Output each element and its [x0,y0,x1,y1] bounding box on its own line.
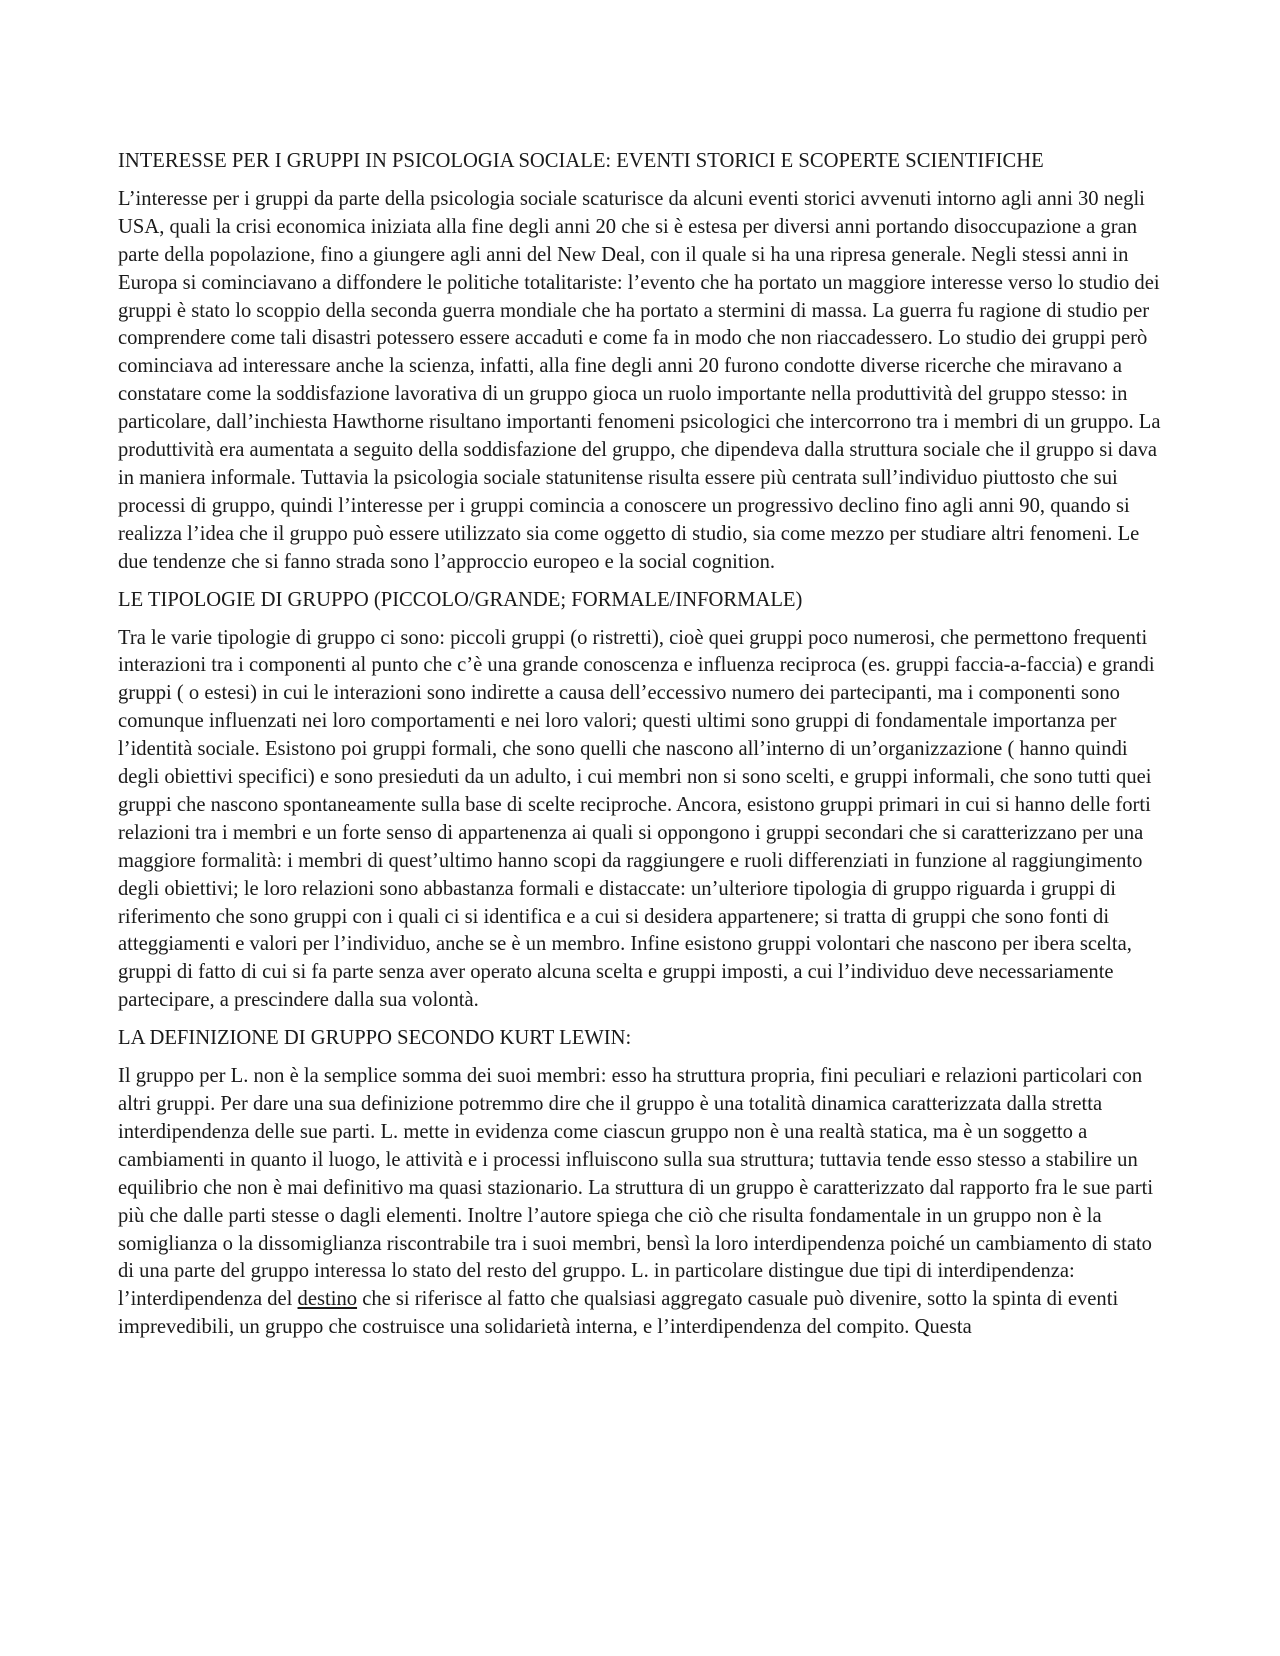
section-heading-tipologie: LE TIPOLOGIE DI GRUPPO (PICCOLO/GRANDE; FORMALE/INFORMALE) [118,588,803,611]
paragraph-text-before: Il gruppo per L. non è la semplice somma dei suoi membri: esso ha struttura propria, fini peculiari e relazioni particolari con altri gruppi. Per dare una sua definizione potremmo dire che il gruppo è una totalità dinamica caratterizzata dalla stretta interdipendenza delle sue parti. L. mette in evidenza come ciascun gruppo non è una realtà statica, ma è un soggetto a cambiamenti in quanto il luogo, le attività e i processi influiscono sulla sua struttura; tuttavia tende esso stesso a stabilire un equilibrio che non è mai definitivo ma quasi stazionario. La struttura di un gruppo è caratterizzato dal rapporto fra le sue parti più che dalle parti stesse o dagli elementi. Inoltre l’autore spiega che ciò che risulta fondamentale in un gruppo non è la somiglianza o la dissomiglianza riscontrabile tra i suoi membri, bensì la loro interdipendenza poiché un cambiamento di stato di una parte del gruppo interessa lo stato del resto del gruppo. L. in particolare distingue due tipi di interdipendenza: l’interdipendenza del [118,1065,1154,1311]
underlined-word-destino: destino [297,1288,358,1311]
section-paragraph-interesse: L’interesse per i gruppi da parte della psicologia sociale scaturisce da alcuni eventi storici avvenuti intorno agli anni 30 negli USA, quali la crisi economica iniziata alla fine degli anni 20 che si è estesa per diversi anni portando disoccupazione a gran parte della popolazione, fino a giungere agli anni del New Deal, con il quale si ha una ripresa generale. Negli stessi anni in Europa si cominciavano a diffondere le politiche totalitariste: l’evento che ha portato un maggiore interesse verso lo studio dei gruppi è stato lo scoppio della seconda guerra mondiale che ha portato a stermini di massa. La guerra fu ragione di studio per comprendere come tali disastri potessero essere accaduti e come fa in modo che non riaccadessero. Lo studio dei gruppi però cominciava ad interessare anche la scienza, infatti, alla fine degli anni 20 furono condotte diverse ricerche che miravano a constatare come la soddisfazione lavorativa di un gruppo gioca un ruolo importante nella produttività del gruppo stesso: in particolare, dall’inchiesta Hawthorne risultano importanti fenomeni psicologici che intercorrono tra i membri di un gruppo. La produttività era aumentata a seguito della soddisfazione del gruppo, che dipendeva dalla struttura sociale che il gruppo si dava in maniera informale. Tuttavia la psicologia sociale statunitense risulta essere più centrata sull’individuo piuttosto che sui processi di gruppo, quindi l’interesse per i gruppi comincia a conoscere un progressivo declino fino agli anni 90, quando si realizza l’idea che il gruppo può essere utilizzato sia come oggetto di studio, sia come mezzo per studiare altri fenomeni. Le due tendenze che si fanno strada sono l’approccio europeo e la social cognition. [118,187,1161,573]
document-body [118,148,1162,1352]
section-heading-lewin: LA DEFINIZIONE DI GRUPPO SECONDO KURT LEWIN: [118,1027,632,1050]
section-heading-interesse: INTERESSE PER I GRUPPI IN PSICOLOGIA SOCIALE: EVENTI STORICI E SCOPERTE SCIENTIFICHE [118,150,1044,172]
section-paragraph-lewin [118,1063,1162,1342]
paragraph-text-after: che si riferisce al fatto che qualsiasi aggregato casuale può divenire, sotto la spinta di eventi imprevedibili, un gruppo che costruisce una solidarietà interna, e l’interdipendenza del compito. Questa [118,1288,1119,1339]
section-paragraph-tipologie: Tra le varie tipologie di gruppo ci sono: piccoli gruppi (o ristretti), cioè quei gruppi poco numerosi, che permettono frequenti interazioni tra i componenti al punto che c’è una grande conoscenza e influenza reciproca (es. gruppi faccia-a-faccia) e grandi gruppi ( o estesi) in cui le interazioni sono indirette a causa dell’eccessivo numero dei partecipanti, ma i componenti sono comunque influenzati nei loro comportamenti e nei loro valori; questi ultimi sono gruppi di fondamentale importanza per l’identità sociale. Esistono poi gruppi formali, che sono quelli che nascono all’interno di un’organizzazione ( hanno quindi degli obiettivi specifici) e sono presieduti da un adulto, i cui membri non si sono scelti, e gruppi informali, che sono tutti quei gruppi che nascono spontaneamente sulla base di scelte reciproche. Ancora, esistono gruppi primari in cui si hanno delle forti relazioni tra i membri e un forte senso di appartenenza ai quali si oppongono i gruppi secondari che si caratterizzano per una maggiore formalità: i membri di quest’ultimo hanno scopi da raggiungere e ruoli differenziati in funzione al raggiungimento degli obiettivi; le loro relazioni sono abbastanza formali e distaccate: un’ulteriore tipologia di gruppo riguarda i gruppi di riferimento che sono gruppi con i quali ci si identifica e a cui si desidera appartenere; si tratta di gruppi che sono fonti di atteggiamenti e valori per l’individuo, anche se è un membro. Infine esistono gruppi volontari che nascono per ibera scelta, gruppi di fatto di cui si fa parte senza aver operato alcuna scelta e gruppi imposti, a cui l’individuo deve necessariamente partecipare, a prescindere dalla sua volontà. [118,626,1155,1012]
